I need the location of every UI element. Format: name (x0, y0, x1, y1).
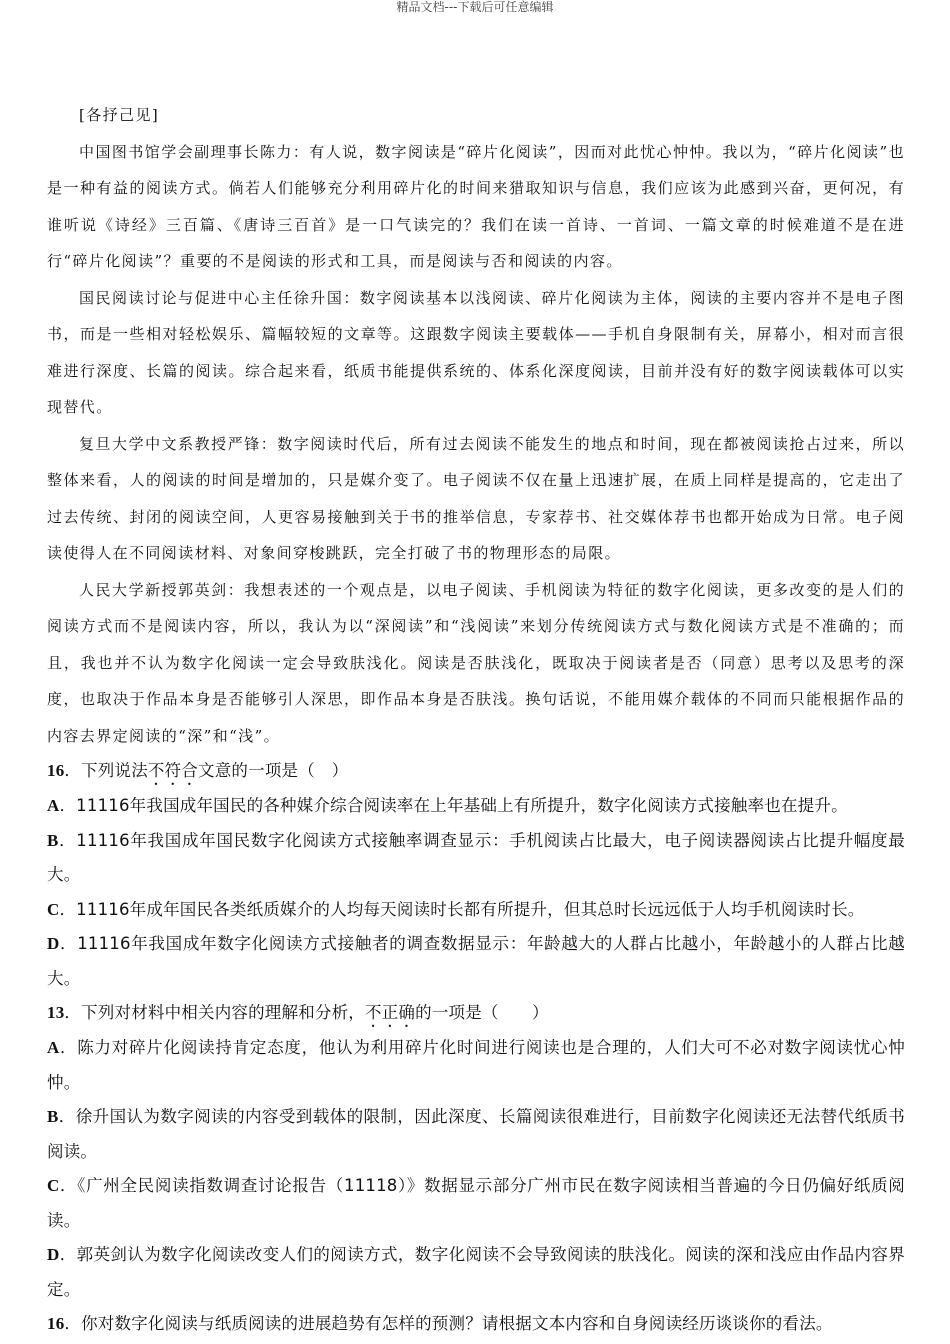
material-paragraph: 人民大学新授郭英剑：我想表述的一个观点是，以电子阅读、手机阅读为特征的数字化阅读，更多改变的是人们的阅读方式而不是阅读内容，所以，我认为以“深阅读”和“浅阅读”来划分传统阅读方式与数化阅读方式是不准确的；而且，我也并不认为数字化阅读一定会导致肤浅化。阅读是否肤浅化，既取决于阅读者是否（同意）思考以及思考的深度，也取决于作品本身是否能够引人深思，即作品本身是否肤浅。换句话说，不能用媒介载体的不同而只能根据作品的内容去界定阅读的“深”和“浅”。 (47, 580, 905, 745)
option-text: ．《广州全民阅读指数调查讨论报告（11118）》数据显示部分广州市民在数字阅读相当普遍的今日仍偏好纸质阅读。 (47, 1176, 905, 1230)
question-stem-text: 文意的一项是（ ） (198, 761, 349, 780)
option-text: ．11116年我国成年国民的各种媒介综合阅读率在上年基础上有所提升，数字化阅读方式接触率也在提升。 (59, 796, 848, 815)
option-text: ．徐升国认为数字阅读的内容受到载体的限制，因此深度、长篇阅读很难进行，目前数字化阅读还无法替代纸质书阅读。 (47, 1107, 905, 1161)
answer-option (47, 789, 905, 824)
option-text: ．陈力对碎片化阅读持肯定态度，他认为利用碎片化时间进行阅读也是合理的，人们大可不必对数字阅读忧心忡忡。 (47, 1038, 905, 1092)
option-letter: A (47, 1038, 60, 1057)
page-header (0, 0, 950, 14)
question-number: 16 (47, 761, 65, 780)
material-paragraph: 复旦大学中文系教授严锋：数字阅读时代后，所有过去阅读不能发生的地点和时间，现在都被阅读抢占过来，所以整体来看，人的阅读的时间是增加的，只是媒介变了。电子阅读不仅在量上迅速扩展，在质上同样是提高的，它走出了过去传统、封闭的阅读空间，人更容易接触到关于书的推举信息，专家荐书、社交媒体荐书也都开始成为日常。电子阅读使得人在不同阅读材料、对象间穿梭跳跃，完全打破了书的物理形态的局限。 (47, 434, 905, 562)
option-letter: C (47, 1176, 60, 1195)
option-text: ．郭英剑认为数字化阅读改变人们的阅读方式，数字化阅读不会导致阅读的肤浅化。阅读的深和浅应由作品内容界定。 (47, 1245, 905, 1299)
answer-option (47, 1169, 905, 1238)
option-letter: D (47, 934, 60, 953)
option-letter: C (47, 899, 60, 919)
option-text: ．11116年我国成年数字化阅读方式接触者的调查数据显示：年龄越大的人群占比越小，年龄越小的人群占比越大。 (47, 934, 905, 988)
question-number: 16 (47, 1314, 65, 1333)
option-text: ．11116年成年国民各类纸质媒介的人均每天阅读时长都有所提升，但其总时长远远低于人均手机阅读时长。 (59, 899, 865, 919)
answer-option (47, 1100, 905, 1169)
option-letter: B (47, 1107, 59, 1126)
question-stem-text: ．下列说法 (64, 761, 148, 780)
question-section (47, 754, 905, 1342)
material-paragraph: 国民阅读讨论与促进中心主任徐升国：数字阅读基本以浅阅读、碎片化阅读为主体，阅读的主要内容并不是电子图书，而是一些相对轻松娱乐、篇幅较短的文章等。这跟数字阅读主要载体——手机自身限制有关，屏幕小，相对而言很难进行深度、长篇的阅读。综合起来看，纸质书能提供系统的、体系化深度阅读，目前并没有好的数字阅读载体可以实现替代。 (47, 288, 905, 416)
header-text: 精品文档---下载后可任意编辑 (396, 0, 554, 14)
answer-option (47, 1031, 905, 1100)
emphasis-text: 不符合 (147, 761, 199, 780)
question-number: 13 (47, 1003, 65, 1022)
question-stem (47, 1307, 905, 1342)
material-heading: [各抒己见] (79, 106, 160, 124)
option-letter: A (47, 796, 60, 815)
document-body (47, 97, 905, 1342)
emphasis-text: 不正确 (365, 1003, 416, 1022)
question-stem (47, 754, 905, 789)
question-stem (47, 996, 905, 1031)
answer-option (47, 927, 905, 996)
question-stem-text: ．你对数字化阅读与纸质阅读的进展趋势有怎样的预测？请根据文本内容和自身阅读经历谈谈你的看法。 (64, 1314, 833, 1333)
question-stem-text: 的一项是（ ） (415, 1003, 549, 1022)
answer-option (47, 1238, 905, 1307)
reading-material (47, 97, 905, 754)
material-paragraph: 中国图书馆学会副理事长陈力：有人说，数字阅读是“碎片化阅读”，因而对此忧心忡忡。我以为，“碎片化阅读”也是一种有益的阅读方式。倘若人们能够充分利用碎片化的时间来猎取知识与信息，我们应该为此感到兴奋，更何况，有谁听说《诗经》三百篇、《唐诗三百首》是一口气读完的？我们在读一首诗、一首词、一篇文章的时候难道不是在进行“碎片化阅读”？重要的不是阅读的形式和工具，而是阅读与否和阅读的内容。 (47, 142, 905, 270)
answer-option (47, 893, 905, 928)
option-letter: B (47, 830, 59, 850)
answer-option (47, 824, 905, 893)
option-letter: D (47, 1245, 60, 1264)
option-text: ．11116年我国成年国民数字化阅读方式接触率调查显示：手机阅读占比最大，电子阅读器阅读占比提升幅度最大。 (47, 830, 905, 884)
question-stem-text: ．下列对材料中相关内容的理解和分析， (64, 1003, 366, 1022)
